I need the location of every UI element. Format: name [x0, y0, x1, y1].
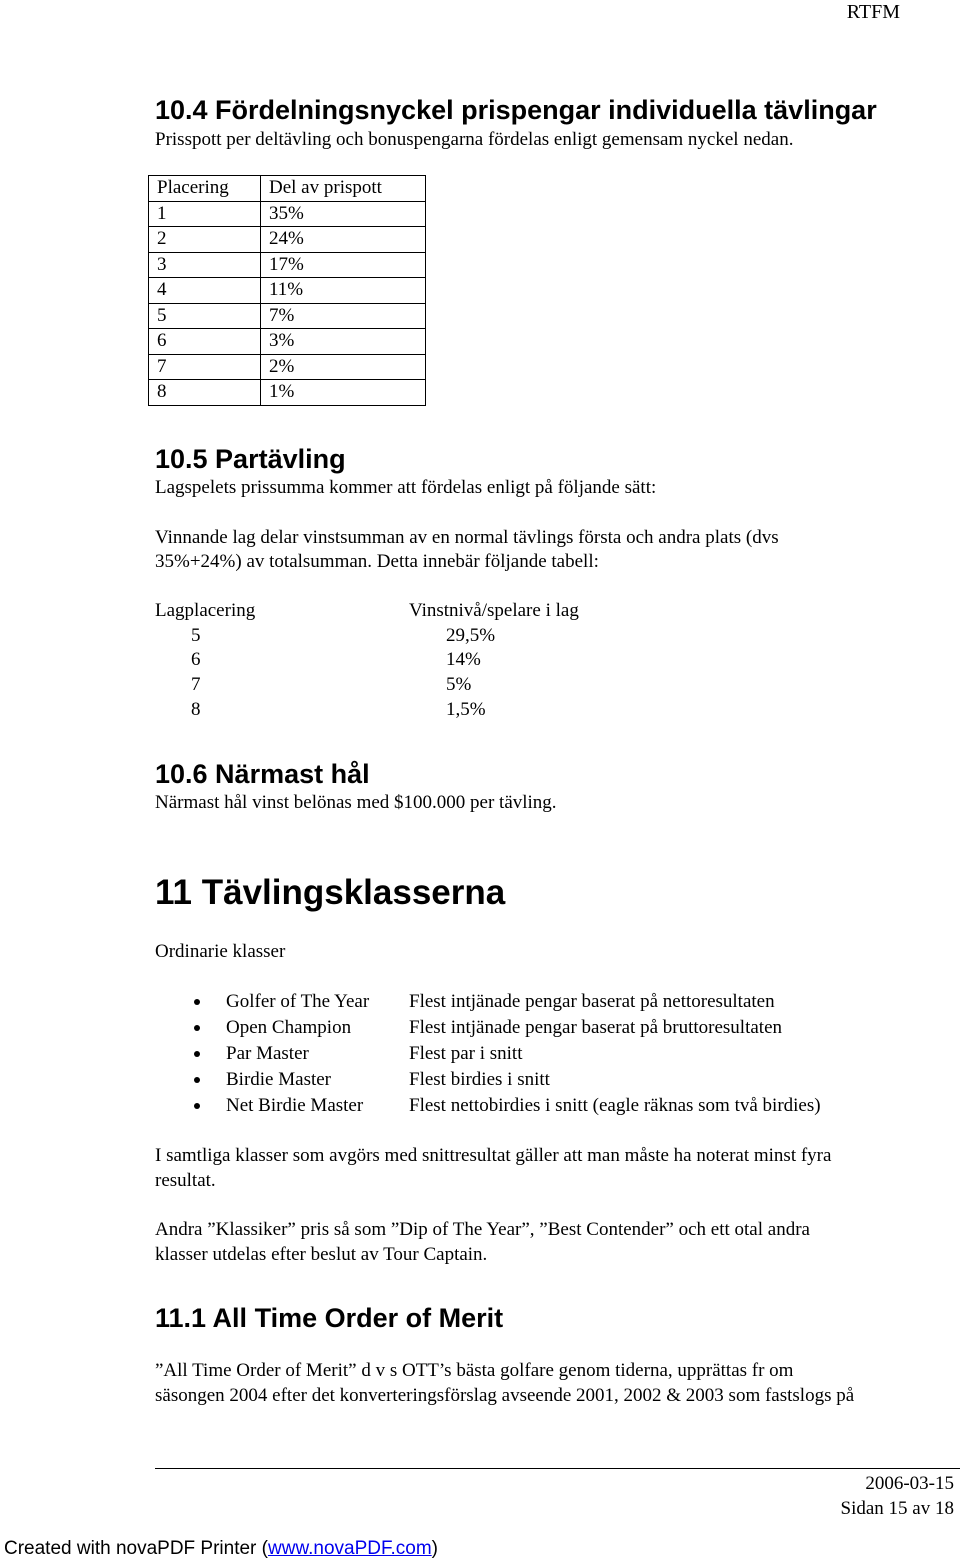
team-table-level: 29,5% [446, 625, 496, 646]
table-header-row [149, 176, 426, 202]
table-cell: 11% [261, 278, 426, 304]
credit-link[interactable]: www.novaPDF.com [268, 1538, 432, 1559]
class-name: Par Master [226, 1043, 309, 1064]
table-row [149, 278, 426, 304]
table-header-cell: Placering [149, 176, 261, 202]
credit-suffix: ) [431, 1538, 438, 1559]
team-table-placement: 5 [191, 625, 201, 646]
footer-divider [155, 1468, 960, 1469]
footer-page-number: Sidan 15 av 18 [840, 1498, 954, 1519]
class-name: Golfer of The Year [226, 991, 370, 1012]
section-10-5-p2-line1: Vinnande lag delar vinstsumman av en normal tävlings första och andra plats (dvs [155, 527, 779, 548]
bullet-icon [194, 1077, 200, 1083]
section-11-subtitle: Ordinarie klasser [155, 941, 286, 962]
table-row [149, 380, 426, 406]
section-10-5-title: 10.5 Partävling [155, 444, 346, 474]
class-description: Flest intjänade pengar baserat på bruttoresultaten [409, 1017, 783, 1038]
class-name: Open Champion [226, 1017, 352, 1038]
table-cell: 6 [149, 329, 261, 355]
table-row [149, 252, 426, 278]
credit-prefix: Created with novaPDF Printer ( [4, 1538, 268, 1559]
table-cell: 2% [261, 354, 426, 380]
section-11-1-line1: ”All Time Order of Merit” d v s OTT’s bästa golfare genom tiderna, upprättas fr om [155, 1360, 794, 1381]
section-10-4-intro: Prisspott per deltävling och bonuspengarna fördelas enligt gemensam nyckel nedan. [155, 129, 794, 150]
section-11-p1-line1: I samtliga klasser som avgörs med snittresultat gäller att man måste ha noterat minst fyra [155, 1145, 832, 1166]
table-cell: 3% [261, 329, 426, 355]
section-10-5-p1: Lagspelets prissumma kommer att fördelas enligt på följande sätt: [155, 477, 657, 498]
table-row [149, 303, 426, 329]
table-cell: 7% [261, 303, 426, 329]
section-10-6-text: Närmast hål vinst belönas med $100.000 per tävling. [155, 792, 557, 813]
team-table-placement: 6 [191, 649, 201, 670]
bullet-icon [194, 1051, 200, 1057]
section-11-title: 11 Tävlingsklasserna [155, 873, 506, 912]
class-name: Net Birdie Master [226, 1095, 364, 1116]
bullet-icon [194, 1025, 200, 1031]
class-description: Flest birdies i snitt [409, 1069, 550, 1090]
table-cell: 1 [149, 201, 261, 227]
table-header-cell: Del av prispott [261, 176, 426, 202]
prize-split-table [148, 175, 426, 406]
table-cell: 17% [261, 252, 426, 278]
class-description: Flest nettobirdies i snitt (eagle räknas som två birdies) [409, 1095, 821, 1116]
team-table-placement: 7 [191, 674, 201, 695]
section-11-1-line2: säsongen 2004 efter det konverteringsförslag avseende 2001, 2002 & 2003 som fastslogs på [155, 1385, 855, 1406]
table-cell: 8 [149, 380, 261, 406]
table-cell: 24% [261, 227, 426, 253]
table-cell: 7 [149, 354, 261, 380]
team-table-level: 1,5% [446, 699, 486, 720]
team-table-level: 14% [446, 649, 481, 670]
page-header-label: RTFM [846, 1, 900, 23]
section-11-p1-line2: resultat. [155, 1170, 216, 1191]
table-cell: 1% [261, 380, 426, 406]
team-table-placement: 8 [191, 699, 201, 720]
section-11-1-title: 11.1 All Time Order of Merit [155, 1303, 504, 1333]
table-cell: 35% [261, 201, 426, 227]
section-11-p2-line2: klasser utdelas efter beslut av Tour Captain. [155, 1244, 488, 1265]
bullet-icon [194, 1103, 200, 1109]
class-name: Birdie Master [226, 1069, 332, 1090]
class-description: Flest par i snitt [409, 1043, 523, 1064]
section-10-5-p2-line2: 35%+24%) av totalsumman. Detta innebär följande tabell: [155, 551, 599, 572]
table-row [149, 201, 426, 227]
team-table-header-level: Vinstnivå/spelare i lag [409, 600, 579, 621]
table-cell: 3 [149, 252, 261, 278]
table-cell: 5 [149, 303, 261, 329]
table-row [149, 354, 426, 380]
section-11-p2-line1: Andra ”Klassiker” pris så som ”Dip of The Year”, ”Best Contender” och ett otal andra [155, 1219, 810, 1240]
team-table-header-placement: Lagplacering [155, 600, 256, 621]
class-description: Flest intjänade pengar baserat på nettoresultaten [409, 991, 775, 1012]
bullet-icon [194, 999, 200, 1005]
footer-date: 2006-03-15 [865, 1473, 954, 1494]
section-10-6-title: 10.6 Närmast hål [155, 759, 370, 789]
table-cell: 2 [149, 227, 261, 253]
table-cell: 4 [149, 278, 261, 304]
team-table-level: 5% [446, 674, 472, 695]
table-row [149, 329, 426, 355]
section-10-4-title: 10.4 Fördelningsnyckel prispengar individuella tävlingar [155, 95, 877, 125]
table-row [149, 227, 426, 253]
pdf-creator-credit [4, 1537, 438, 1561]
